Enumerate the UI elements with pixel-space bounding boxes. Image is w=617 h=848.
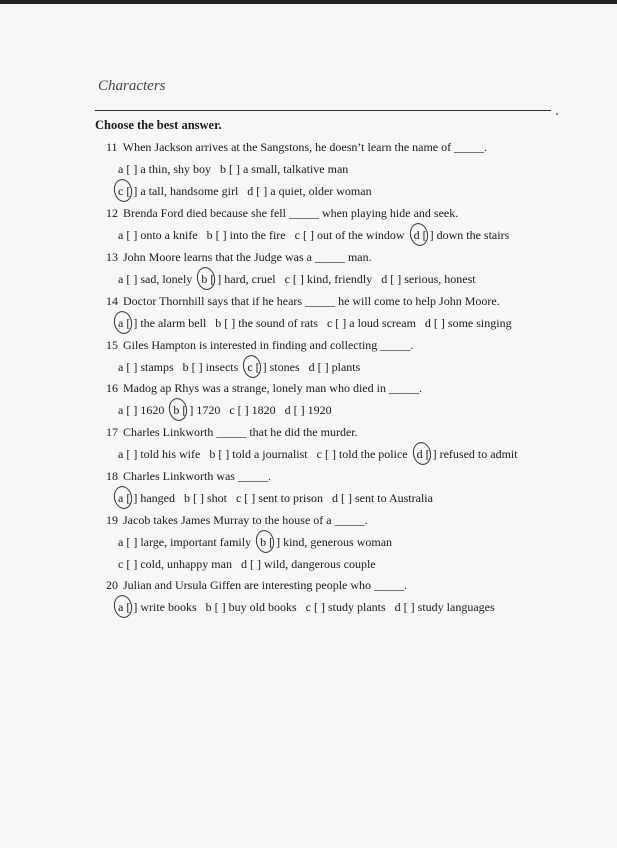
options-row [118,403,332,417]
option-label: d [ ] 1920 [284,403,332,417]
question-number: 17 [106,425,118,439]
option-label: b [ ] hard, cruel [201,272,276,286]
option-label: b [ ] told a journalist [209,447,308,461]
answer-option[interactable] [209,447,307,461]
option-label: d [ ] wild, dangerous couple [240,557,376,571]
question-number: 15 [106,338,118,352]
option-label: b [ ] a small, talkative man [219,162,349,176]
instruction: Choose the best answer. [95,118,222,132]
option-label: d [ ] some singing [424,316,512,330]
options-row [118,272,476,286]
handwritten-circle-mark [254,528,276,554]
options-row [118,600,495,614]
option-label: c [ ] kind, friendly [284,272,373,286]
answer-option[interactable] [332,491,433,505]
option-label: a [ ] sad, lonely [118,272,193,286]
answer-option[interactable] [118,557,232,571]
question-number: 20 [106,578,118,592]
scan-speck [556,113,558,115]
option-label: a [ ] hanged [118,491,175,505]
handwritten-circle-mark [407,221,429,247]
question-16 [106,381,422,395]
scan-top-edge [0,0,617,4]
option-label: c [ ] sent to prison [235,491,323,505]
option-label: d [ ] plants [308,360,361,374]
answer-option[interactable] [295,228,405,242]
answer-option[interactable] [118,403,164,417]
question-number: 14 [106,294,118,308]
handwritten-circle-mark [112,484,134,510]
option-label: b [ ] into the fire [206,228,286,242]
answer-option[interactable] [118,162,211,176]
option-label: b [ ] the sound of rats [215,316,318,330]
options-row [118,184,372,198]
options-row [118,162,348,176]
option-label: b [ ] shot [183,491,227,505]
question-number: 12 [106,206,118,220]
answer-option[interactable] [247,184,371,198]
question-17 [106,425,358,439]
handwritten-circle-mark [241,353,263,379]
answer-option[interactable] [207,228,286,242]
option-label: a [ ] told his wife [118,447,201,461]
answer-option[interactable] [118,491,175,505]
options-row [118,316,512,330]
option-label: a [ ] stamps [118,360,174,374]
question-number: 18 [106,469,118,483]
question-text: Brenda Ford died because she fell _____ when playing hide and seek. [120,206,459,220]
options-row [118,535,392,549]
title-rule [95,110,551,111]
option-label: a [ ] onto a knife [118,228,198,242]
option-label: d [ ] down the stairs [413,228,510,242]
question-11 [106,140,487,154]
option-label: a [ ] large, important family [118,535,252,549]
answer-option[interactable] [206,600,297,614]
handwritten-circle-mark [410,440,432,466]
answer-option[interactable] [118,184,238,198]
answer-option[interactable] [118,535,251,549]
question-text: Jacob takes James Murray to the house of a _____. [120,513,368,527]
option-label: b [ ] 1720 [173,403,221,417]
answer-option[interactable] [285,403,332,417]
section-title: Characters [98,78,166,94]
answer-option[interactable] [118,228,198,242]
question-text: When Jackson arrives at the Sangstons, he doesn’t learn the name of _____. [120,140,488,154]
answer-option[interactable] [220,162,348,176]
option-label: c [ ] stones [247,360,300,374]
option-label: d [ ] a quiet, older woman [247,184,372,198]
option-label: c [ ] a loud scream [326,316,416,330]
answer-option[interactable] [425,316,512,330]
question-text: Charles Linkworth was _____. [120,469,271,483]
answer-option[interactable] [184,491,227,505]
question-20 [106,578,407,592]
answer-option[interactable] [260,535,392,549]
option-label: c [ ] study plants [305,600,386,614]
answer-option[interactable] [414,228,510,242]
option-label: c [ ] cold, unhappy man [118,557,232,571]
answer-option[interactable] [327,316,416,330]
options-row [118,491,433,505]
option-label: a [ ] write books [118,600,197,614]
options-row [118,447,518,461]
question-12 [106,206,458,220]
question-text: Julian and Ursula Giffen are interesting people who _____. [120,578,408,592]
options-row [118,228,509,242]
handwritten-circle-mark [112,177,134,203]
answer-option[interactable] [417,447,518,461]
handwritten-circle-mark [112,593,134,619]
question-text: Charles Linkworth _____ that he did the murder. [120,425,358,439]
option-label: c [ ] a tall, handsome girl [118,184,239,198]
handwritten-circle-mark [195,265,217,291]
question-number: 11 [106,140,118,154]
answer-option[interactable] [118,316,206,330]
question-text: Giles Hampton is interested in finding and collecting _____. [120,338,414,352]
question-text: Madog ap Rhys was a strange, lonely man who died in _____. [120,381,422,395]
option-label: c [ ] out of the window [294,228,405,242]
answer-option[interactable] [236,491,323,505]
answer-option[interactable] [118,272,192,286]
option-label: d [ ] serious, honest [381,272,476,286]
question-text: Doctor Thornhill says that if he hears _____ he will come to help John Moore. [120,294,500,308]
answer-option[interactable] [118,360,174,374]
answer-option[interactable] [395,600,495,614]
answer-option[interactable] [381,272,475,286]
option-label: c [ ] told the police [316,447,408,461]
option-label: a [ ] 1620 [118,403,165,417]
answer-option[interactable] [173,403,220,417]
option-label: b [ ] kind, generous woman [260,535,393,549]
answer-option[interactable] [306,600,386,614]
answer-option[interactable] [241,557,376,571]
answer-option[interactable] [247,360,299,374]
answer-option[interactable] [309,360,361,374]
answer-option[interactable] [118,447,200,461]
option-label: d [ ] study languages [394,600,495,614]
option-label: a [ ] a thin, shy boy [118,162,211,176]
question-19 [106,513,368,527]
option-label: d [ ] sent to Australia [331,491,433,505]
question-15 [106,338,413,352]
option-label: d [ ] refused to admit [416,447,518,461]
option-label: b [ ] buy old books [205,600,297,614]
answer-option[interactable] [285,272,373,286]
option-label: c [ ] 1820 [229,403,276,417]
options-row [118,557,376,571]
answer-option[interactable] [317,447,408,461]
handwritten-circle-mark [112,309,134,335]
question-number: 19 [106,513,118,527]
question-14 [106,294,500,308]
answer-option[interactable] [201,272,275,286]
answer-option[interactable] [229,403,275,417]
handwritten-circle-mark [167,396,189,422]
question-text: John Moore learns that the Judge was a _____ man. [120,250,372,264]
options-row [118,360,360,374]
question-number: 16 [106,381,118,395]
option-label: b [ ] insects [182,360,239,374]
answer-option[interactable] [183,360,239,374]
answer-option[interactable] [215,316,318,330]
answer-option[interactable] [118,600,197,614]
option-label: a [ ] the alarm bell [118,316,207,330]
question-13 [106,250,372,264]
question-18 [106,469,271,483]
question-number: 13 [106,250,118,264]
